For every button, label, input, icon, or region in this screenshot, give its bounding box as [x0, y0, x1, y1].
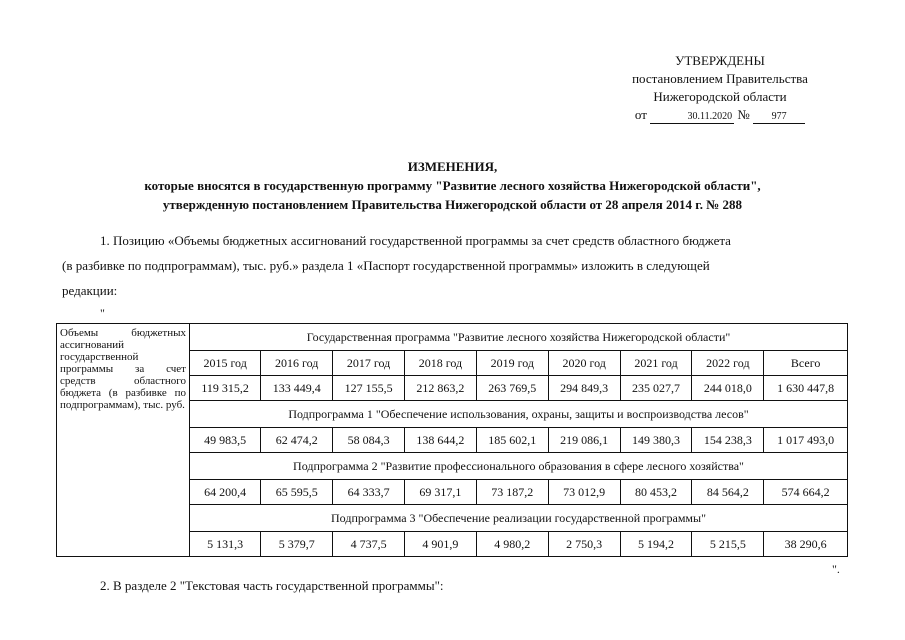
row-label: Объемы бюджетных ассигнований государственной программы за счет средств областного бюджета (в разбивке по подпрограммам), тыс. руб. [57, 324, 190, 557]
total-cell: 574 664,2 [764, 480, 848, 505]
value-cell: 185 602,1 [476, 428, 548, 453]
value-cell: 58 084,3 [333, 428, 405, 453]
title-line: ИЗМЕНЕНИЯ, [407, 159, 498, 174]
title-line: утвержденную постановлением Правительства Нижегородской области от 28 апреля 2014 г. № 288 [162, 197, 743, 212]
value-cell: 263 769,5 [476, 376, 548, 401]
value-cell: 62 474,2 [261, 428, 333, 453]
approval-date-line [600, 106, 840, 124]
approval-number: 977 [753, 111, 805, 124]
approval-stamp [600, 52, 840, 124]
paragraph-1 [62, 228, 842, 303]
paragraph-line: редакции: [62, 283, 118, 298]
value-cell: 138 644,2 [405, 428, 477, 453]
paragraph-2: 2. В разделе 2 "Текстовая часть государственной программы": [100, 578, 444, 593]
total-cell: 38 290,6 [764, 532, 848, 557]
total-cell: 1 630 447,8 [764, 376, 848, 401]
value-cell: 4 901,9 [405, 532, 477, 557]
year-header: 2017 год [333, 351, 405, 376]
year-header: 2016 год [261, 351, 333, 376]
value-cell: 149 380,3 [620, 428, 692, 453]
year-header: 2022 год [692, 351, 764, 376]
value-cell: 133 449,4 [261, 376, 333, 401]
from-label: от [634, 107, 647, 122]
value-cell: 244 018,0 [692, 376, 764, 401]
paragraph-line: (в разбивке по подпрограммам), тыс. руб.» раздела 1 «Паспорт государственной программы» изложить в следующей [62, 258, 710, 273]
value-cell: 5 131,3 [190, 532, 261, 557]
value-cell: 2 750,3 [548, 532, 620, 557]
budget-table [56, 323, 848, 557]
value-cell: 127 155,5 [333, 376, 405, 401]
subprogram-title: Подпрограмма 2 "Развитие профессионального образования в сфере лесного хозяйства" [190, 453, 848, 480]
approval-line: постановлением Правительства [632, 71, 808, 86]
title-line: которые вносятся в государственную программу "Развитие лесного хозяйства Нижегородской области", [144, 178, 761, 193]
subprogram-title: Подпрограмма 3 "Обеспечение реализации государственной программы" [190, 505, 848, 532]
quote-close: ". [832, 562, 840, 576]
value-cell: 64 200,4 [190, 480, 261, 505]
value-cell: 84 564,2 [692, 480, 764, 505]
year-header: 2019 год [476, 351, 548, 376]
total-header: Всего [764, 351, 848, 376]
year-header: 2020 год [548, 351, 620, 376]
value-cell: 235 027,7 [620, 376, 692, 401]
paragraph-line: 1. Позицию «Объемы бюджетных ассигнований государственной программы за счет средств областного бюджета [100, 233, 731, 248]
value-cell: 73 187,2 [476, 480, 548, 505]
value-cell: 219 086,1 [548, 428, 620, 453]
number-sign: № [737, 107, 750, 122]
year-header: 2015 год [190, 351, 261, 376]
table-row [57, 324, 848, 351]
approval-line: Нижегородской области [653, 89, 787, 104]
value-cell: 64 333,7 [333, 480, 405, 505]
quote-open: " [100, 306, 105, 320]
year-header: 2018 год [405, 351, 477, 376]
program-title: Государственная программа "Развитие лесного хозяйства Нижегородской области" [190, 324, 848, 351]
value-cell: 5 215,5 [692, 532, 764, 557]
value-cell: 4 980,2 [476, 532, 548, 557]
value-cell: 5 379,7 [261, 532, 333, 557]
approval-date: 30.11.2020 [650, 111, 734, 124]
value-cell: 80 453,2 [620, 480, 692, 505]
value-cell: 73 012,9 [548, 480, 620, 505]
value-cell: 154 238,3 [692, 428, 764, 453]
value-cell: 69 317,1 [405, 480, 477, 505]
year-header: 2021 год [620, 351, 692, 376]
value-cell: 119 315,2 [190, 376, 261, 401]
value-cell: 294 849,3 [548, 376, 620, 401]
value-cell: 49 983,5 [190, 428, 261, 453]
document-title [40, 157, 865, 214]
value-cell: 4 737,5 [333, 532, 405, 557]
value-cell: 212 863,2 [405, 376, 477, 401]
subprogram-title: Подпрограмма 1 "Обеспечение использования, охраны, защиты и воспроизводства лесов" [190, 401, 848, 428]
approval-heading: УТВЕРЖДЕНЫ [675, 53, 765, 68]
total-cell: 1 017 493,0 [764, 428, 848, 453]
value-cell: 5 194,2 [620, 532, 692, 557]
value-cell: 65 595,5 [261, 480, 333, 505]
